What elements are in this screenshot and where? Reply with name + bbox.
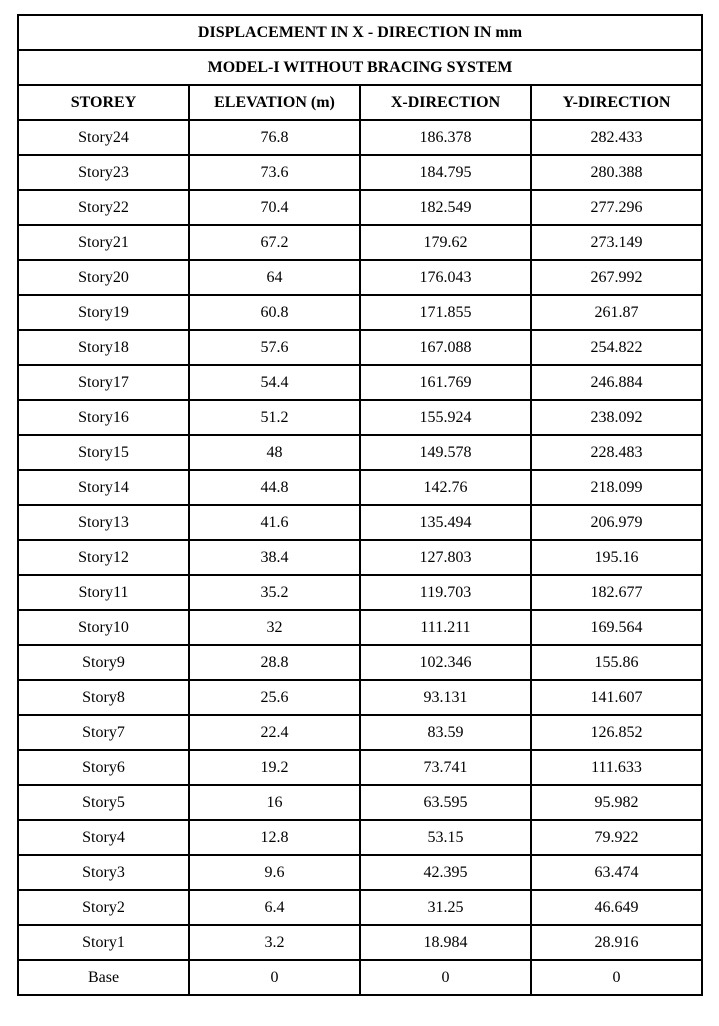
storey-cell: Story20 [18, 260, 189, 295]
x-direction-cell: 73.741 [360, 750, 531, 785]
x-direction-cell: 179.62 [360, 225, 531, 260]
y-direction-cell: 28.916 [531, 925, 702, 960]
elevation-cell: 70.4 [189, 190, 360, 225]
storey-cell: Story17 [18, 365, 189, 400]
y-direction-cell: 277.296 [531, 190, 702, 225]
x-direction-cell: 42.395 [360, 855, 531, 890]
y-direction-cell: 282.433 [531, 120, 702, 155]
y-direction-cell: 254.822 [531, 330, 702, 365]
y-direction-cell: 246.884 [531, 365, 702, 400]
table-body [18, 120, 702, 995]
y-direction-cell: 46.649 [531, 890, 702, 925]
elevation-cell: 64 [189, 260, 360, 295]
y-direction-cell: 182.677 [531, 575, 702, 610]
table-row [18, 435, 702, 470]
table-row [18, 330, 702, 365]
x-direction-cell: 135.494 [360, 505, 531, 540]
elevation-cell: 16 [189, 785, 360, 820]
y-direction-cell: 0 [531, 960, 702, 995]
y-direction-cell: 218.099 [531, 470, 702, 505]
column-header-elevation: ELEVATION (m) [189, 85, 360, 120]
storey-cell: Story2 [18, 890, 189, 925]
y-direction-cell: 206.979 [531, 505, 702, 540]
y-direction-cell: 195.16 [531, 540, 702, 575]
x-direction-cell: 31.25 [360, 890, 531, 925]
column-header-storey: STOREY [18, 85, 189, 120]
elevation-cell: 48 [189, 435, 360, 470]
storey-cell: Story9 [18, 645, 189, 680]
table-subtitle-row [18, 50, 702, 85]
x-direction-cell: 119.703 [360, 575, 531, 610]
table-title: DISPLACEMENT IN X - DIRECTION IN mm [18, 15, 702, 50]
x-direction-cell: 111.211 [360, 610, 531, 645]
y-direction-cell: 111.633 [531, 750, 702, 785]
x-direction-cell: 53.15 [360, 820, 531, 855]
y-direction-cell: 238.092 [531, 400, 702, 435]
table-row [18, 155, 702, 190]
x-direction-cell: 186.378 [360, 120, 531, 155]
x-direction-cell: 18.984 [360, 925, 531, 960]
table-row [18, 610, 702, 645]
elevation-cell: 44.8 [189, 470, 360, 505]
storey-cell: Story12 [18, 540, 189, 575]
table-row [18, 855, 702, 890]
y-direction-cell: 280.388 [531, 155, 702, 190]
displacement-table [17, 14, 703, 996]
column-header-x-direction: X-DIRECTION [360, 85, 531, 120]
displacement-table-container [17, 14, 701, 996]
table-row [18, 890, 702, 925]
y-direction-cell: 95.982 [531, 785, 702, 820]
table-row [18, 645, 702, 680]
y-direction-cell: 79.922 [531, 820, 702, 855]
storey-cell: Story6 [18, 750, 189, 785]
x-direction-cell: 176.043 [360, 260, 531, 295]
elevation-cell: 3.2 [189, 925, 360, 960]
column-header-y-direction: Y-DIRECTION [531, 85, 702, 120]
table-row [18, 575, 702, 610]
storey-cell: Story4 [18, 820, 189, 855]
table-row [18, 190, 702, 225]
storey-cell: Story5 [18, 785, 189, 820]
table-row [18, 960, 702, 995]
x-direction-cell: 93.131 [360, 680, 531, 715]
table-row [18, 785, 702, 820]
elevation-cell: 25.6 [189, 680, 360, 715]
elevation-cell: 22.4 [189, 715, 360, 750]
storey-cell: Story22 [18, 190, 189, 225]
column-header-row [18, 85, 702, 120]
table-row [18, 400, 702, 435]
elevation-cell: 51.2 [189, 400, 360, 435]
storey-cell: Story14 [18, 470, 189, 505]
table-row [18, 470, 702, 505]
storey-cell: Story3 [18, 855, 189, 890]
y-direction-cell: 273.149 [531, 225, 702, 260]
y-direction-cell: 126.852 [531, 715, 702, 750]
table-row [18, 365, 702, 400]
storey-cell: Story1 [18, 925, 189, 960]
elevation-cell: 28.8 [189, 645, 360, 680]
y-direction-cell: 228.483 [531, 435, 702, 470]
table-row [18, 680, 702, 715]
elevation-cell: 76.8 [189, 120, 360, 155]
storey-cell: Story13 [18, 505, 189, 540]
storey-cell: Story11 [18, 575, 189, 610]
elevation-cell: 19.2 [189, 750, 360, 785]
elevation-cell: 60.8 [189, 295, 360, 330]
elevation-cell: 73.6 [189, 155, 360, 190]
table-row [18, 260, 702, 295]
elevation-cell: 41.6 [189, 505, 360, 540]
storey-cell: Base [18, 960, 189, 995]
x-direction-cell: 127.803 [360, 540, 531, 575]
elevation-cell: 9.6 [189, 855, 360, 890]
table-row [18, 715, 702, 750]
table-row [18, 925, 702, 960]
storey-cell: Story18 [18, 330, 189, 365]
x-direction-cell: 161.769 [360, 365, 531, 400]
y-direction-cell: 155.86 [531, 645, 702, 680]
elevation-cell: 54.4 [189, 365, 360, 400]
storey-cell: Story8 [18, 680, 189, 715]
x-direction-cell: 184.795 [360, 155, 531, 190]
table-row [18, 540, 702, 575]
storey-cell: Story7 [18, 715, 189, 750]
table-row [18, 750, 702, 785]
elevation-cell: 0 [189, 960, 360, 995]
x-direction-cell: 149.578 [360, 435, 531, 470]
storey-cell: Story15 [18, 435, 189, 470]
table-row [18, 120, 702, 155]
table-row [18, 295, 702, 330]
elevation-cell: 35.2 [189, 575, 360, 610]
elevation-cell: 32 [189, 610, 360, 645]
x-direction-cell: 167.088 [360, 330, 531, 365]
storey-cell: Story24 [18, 120, 189, 155]
table-row [18, 225, 702, 260]
table-title-row [18, 15, 702, 50]
storey-cell: Story16 [18, 400, 189, 435]
x-direction-cell: 142.76 [360, 470, 531, 505]
elevation-cell: 57.6 [189, 330, 360, 365]
elevation-cell: 38.4 [189, 540, 360, 575]
table-row [18, 505, 702, 540]
x-direction-cell: 171.855 [360, 295, 531, 330]
y-direction-cell: 267.992 [531, 260, 702, 295]
y-direction-cell: 169.564 [531, 610, 702, 645]
y-direction-cell: 261.87 [531, 295, 702, 330]
x-direction-cell: 0 [360, 960, 531, 995]
elevation-cell: 67.2 [189, 225, 360, 260]
table-row [18, 820, 702, 855]
y-direction-cell: 63.474 [531, 855, 702, 890]
table-subtitle: MODEL-I WITHOUT BRACING SYSTEM [18, 50, 702, 85]
elevation-cell: 6.4 [189, 890, 360, 925]
storey-cell: Story23 [18, 155, 189, 190]
x-direction-cell: 102.346 [360, 645, 531, 680]
x-direction-cell: 155.924 [360, 400, 531, 435]
storey-cell: Story10 [18, 610, 189, 645]
elevation-cell: 12.8 [189, 820, 360, 855]
storey-cell: Story19 [18, 295, 189, 330]
x-direction-cell: 63.595 [360, 785, 531, 820]
storey-cell: Story21 [18, 225, 189, 260]
x-direction-cell: 83.59 [360, 715, 531, 750]
x-direction-cell: 182.549 [360, 190, 531, 225]
y-direction-cell: 141.607 [531, 680, 702, 715]
